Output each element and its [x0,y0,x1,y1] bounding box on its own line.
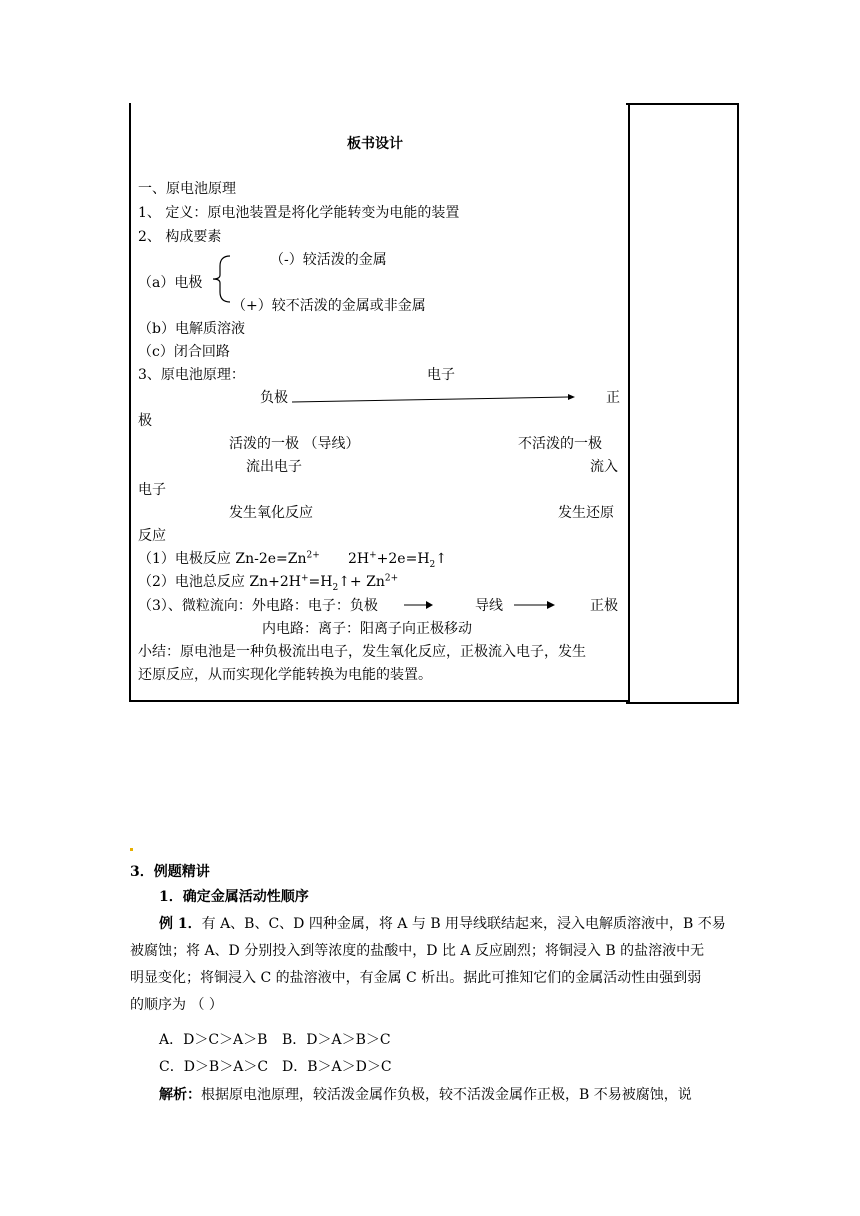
arrow-right-icon [404,598,434,612]
section-heading: 一、原电池原理 [138,181,236,197]
summary-line-2: 还原反应，从而实现化学能转换为电能的装置。 [138,667,432,683]
reaction-1: （1）电极反应 $Zn-2e=Zn^{2+}$ [138,550,320,567]
example-subheading: 1．确定金属活动性顺序 [159,889,309,905]
in-electron-1: 流入 [590,459,618,475]
closed-loop: （c）闭合回路 [138,344,230,360]
summary-line-1: 小结：原电池是一种负极流出电子，发生氧化反应，正极流入电子，发生 [138,644,586,660]
board-side-column [626,103,739,704]
electron-flow-arrow-icon [292,392,576,406]
oxidation: 发生氧化反应 [229,505,313,521]
elements-heading: 2、 构成要素 [138,229,222,245]
reaction-3: （3）、微粒流向：外电路：电子：负极 [138,598,378,614]
example-line-3: 明显变化；将铜浸入 C 的盐溶液中，有金属 C 析出。据此可推知它们的金属活动性由强到弱 [130,970,702,986]
example-heading: 3．例题精讲 [130,864,210,880]
principle-label: 3、原电池原理： [138,367,245,383]
arrow-right-icon [514,598,556,612]
reaction-1b: $2H^++2e=H_2↑$ [348,550,448,570]
negative-electrode: （-）较活泼的金属 [270,252,387,268]
example-line-2: 被腐蚀；将 A、D 分别投入到等浓度的盐酸中，D 比 A 反应剧烈；将铜浸入 B 的盐溶液中无 [130,943,705,959]
wire-label: 导线 [475,598,503,614]
option-d: D．B＞A＞D＞C [282,1059,392,1075]
example-line-4: 的顺序为 （ ） [130,997,223,1013]
positive-label-2: 极 [138,413,152,429]
positive-label-1: 正 [606,390,620,406]
brace-icon [210,254,232,304]
reaction-2: （2）电池总反应 $Zn+2H^+=H_2↑+ Zn^{2+}$ [138,573,399,593]
in-electron-2: 电子 [138,482,166,498]
analysis-line: 解析：根据原电池原理，较活泼金属作负极，较不活泼金属作正极，B 不易被腐蚀，说 [159,1087,692,1103]
example-line-1: 例 1．有 A、B、C、D 四种金属，将 A 与 B 用导线联结起来，浸入电解质溶液中，B 不易 [159,916,726,932]
marker-dot [130,848,133,851]
active-pole: 活泼的一极 （导线） [229,436,360,452]
electrolyte: （b）电解质溶液 [138,321,245,337]
positive-electrode: （+）较不活泼的金属或非金属 [232,298,426,314]
negative-label: 负极 [260,390,288,406]
option-b: B．D＞A＞B＞C [282,1032,391,1048]
positive-end: 正极 [590,598,618,614]
board-title: 板书设计 [347,136,403,152]
inner-circuit: 内电路：离子：阳离子向正极移动 [262,621,472,637]
electron-label: 电子 [427,367,455,383]
out-electron: 流出电子 [246,459,302,475]
option-a: A．D＞C＞A＞B [159,1032,268,1048]
electrode-label: （a）电极 [138,275,203,291]
reduction-1: 发生还原 [558,505,614,521]
reduction-2: 反应 [138,528,166,544]
definition: 1、 定义：原电池装置是将化学能转变为电能的装置 [138,205,460,221]
inactive-pole: 不活泼的一极 [518,436,602,452]
option-c: C．D＞B＞A＞C [159,1059,269,1075]
